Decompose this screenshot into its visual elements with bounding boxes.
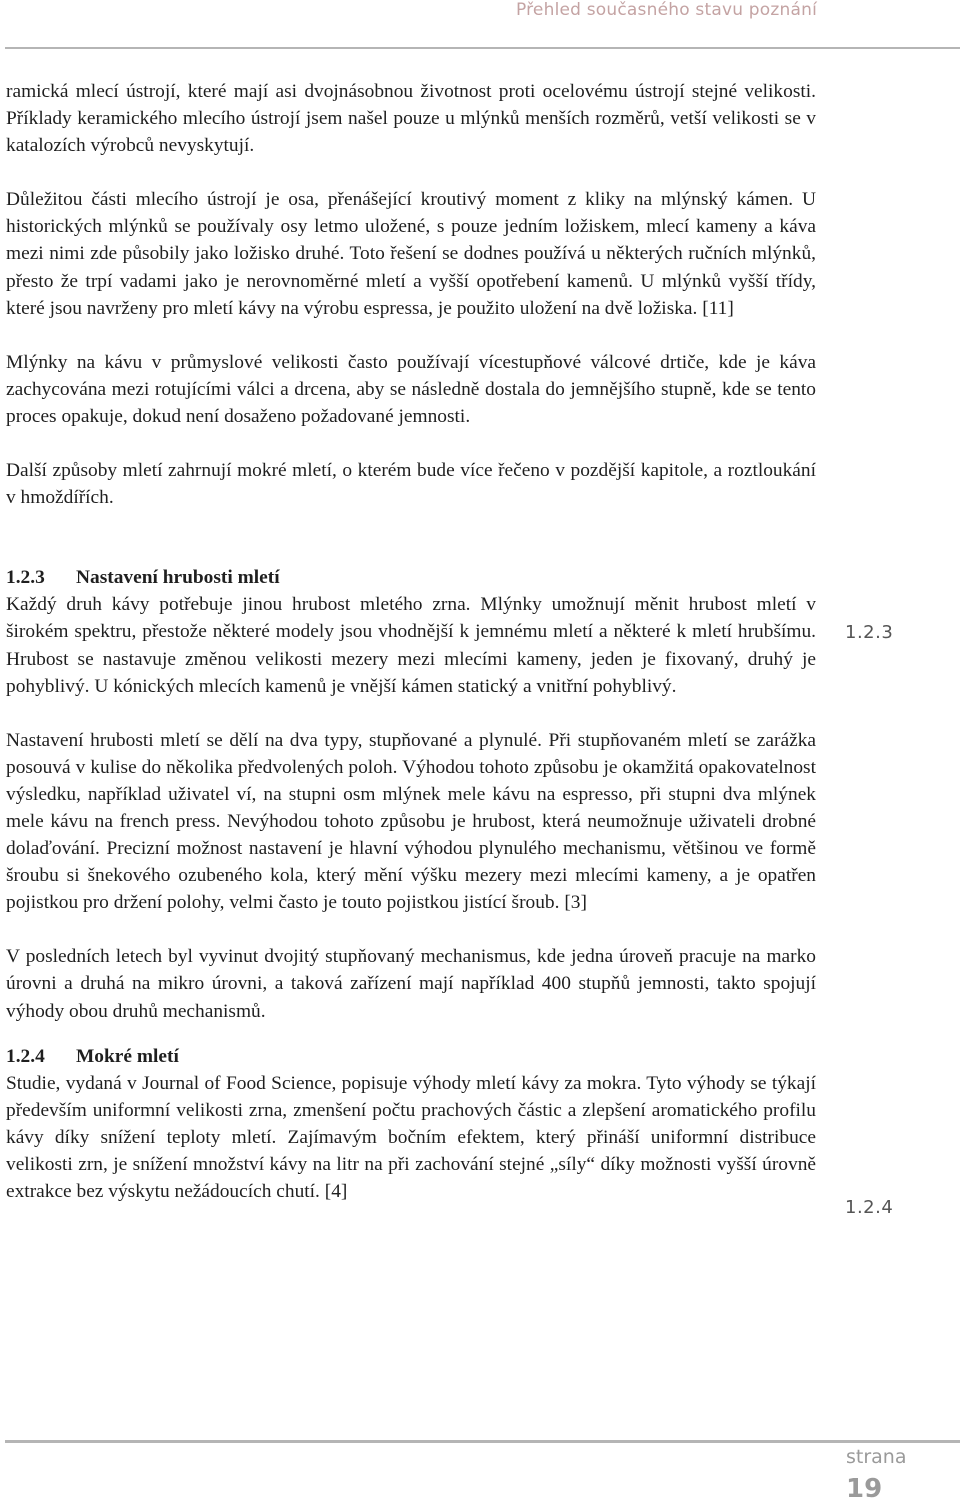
paragraph: V posledních letech byl vyvinut dvojitý stupňovaný mechanismus, kde jedna úroveň pracuje na marko úrovni a druhá na mikro úrovni, a taková zařízení mají například 400 stupňů jemnosti, takto spojují výhody obou druhů mechanismů. <box>6 946 816 1022</box>
paragraph: Důležitou části mlecího ústrojí je osa, přenášející kroutivý moment z kliky na mlýnský kámen. U historických mlýnků se používaly osy letmo uložené, s pouze jedním ložiskem, mlecí kameny a káva mezi nimi zde působily jako ložisko druhé. Toto řešení se dodnes používá u některých ručních mlýnků, přesto že trpí vadami jako je nerovnoměrné mletí a vyšší opotřebení kamenů. U mlýnků vyšší třídy, které jsou navrženy pro mletí kávy na výrobu espressa, je použito uložení na dvě ložiska. [11] <box>6 189 816 319</box>
section-heading <box>6 564 816 591</box>
section-title: Nastavení hrubosti mletí <box>76 567 280 589</box>
paragraph: ramická mlecí ústrojí, které mají asi dvojnásobnou životnost proti ocelovému ústrojí stejné velikosti. Příklady keramického mlecího ústrojí jsem našel pouze u mlýnků menších rozměrů, vetší velikosti se v katalozích výrobců nevyskytují. <box>6 81 816 157</box>
section-title: Mokré mletí <box>76 1045 179 1067</box>
paragraph: Další způsoby mletí zahrnují mokré mletí, o kterém bude více řečeno v pozdější kapitole, a roztloukání v hmoždířích. <box>6 460 816 509</box>
page-body <box>6 78 816 1205</box>
paragraph: Nastavení hrubosti mletí se dělí na dva typy, stupňované a plynulé. Při stupňovaném mletí se zarážka posouvá v kulise do několika předvolených poloh. Výhodou tohoto způsobu je okamžitá opakovatelnost výsledku, například uživatel ví, na stupni osm mlýnek mele kávu na espresso, při stupni dva mlýnek mele kávu na french press. Nevýhodou tohoto způsobu je hrubost, která neumožnuje uživateli drobné dolaďování. Precizní možnost nastavení je hlavní výhodou plynulého mechanismu, většinou ve formě šroubu si šnekového ozubeného kola, který mění výšku mezery mezi mlecími kameny, a je opatřen pojistkou pro držení polohy, velmi často je touto pojistkou jistící šroub. [3] <box>6 729 816 914</box>
running-header-title: Přehled současného stavu poznání <box>515 0 817 20</box>
header-rule <box>5 47 960 49</box>
section-number: 1.2.3 <box>6 567 45 589</box>
page-label: strana <box>846 1446 907 1468</box>
section-heading <box>6 1043 816 1070</box>
margin-section-number: 1.2.3 <box>845 622 894 643</box>
section-number: 1.2.4 <box>6 1045 45 1067</box>
paragraph: Mlýnky na kávu v průmyslové velikosti často používají vícestupňové válcové drtiče, kde je káva zachycována mezi rotujícími válci a drcena, aby se následně dostala do jemnějšího stupně, kde se tento proces opakuje, dokud není dosaženo požadované jemnosti. <box>6 351 816 427</box>
paragraph: Studie, vydaná v Journal of Food Science, popisuje výhody mletí kávy za mokra. Tyto výhody se týkají především uniformní velikosti zrna, zmenšení počtu prachových částic a zlepšení aromatického profilu kávy díky snížení teploty mletí. Zajímavým bočním efektem, který přináší uniformní distribuce velikosti zrn, je snížení množství kávy na litr na při zachování stejné „síly“ díky možnosti vyšší úrovně extrakce bez výskytu nežádoucích chutí. [4] <box>6 1072 816 1203</box>
page-number: 19 <box>846 1474 883 1504</box>
paragraph: Každý druh kávy potřebuje jinou hrubost mletého zrna. Mlýnky umožnují měnit hrubost mletí v širokém spektru, přestože některé modely jsou vhodnější k jemnému mletí a některé k mletí hrubšímu. Hrubost se nastavuje změnou velikosti mezery mezi mlecími kameny, jeden je fixovaný, druhý je pohyblivý. U kónických mlecích kamenů je vnější kámen statický a vnitřní pohyblivý. <box>6 594 816 697</box>
margin-section-number: 1.2.4 <box>845 1197 894 1218</box>
footer-rule <box>5 1440 960 1443</box>
